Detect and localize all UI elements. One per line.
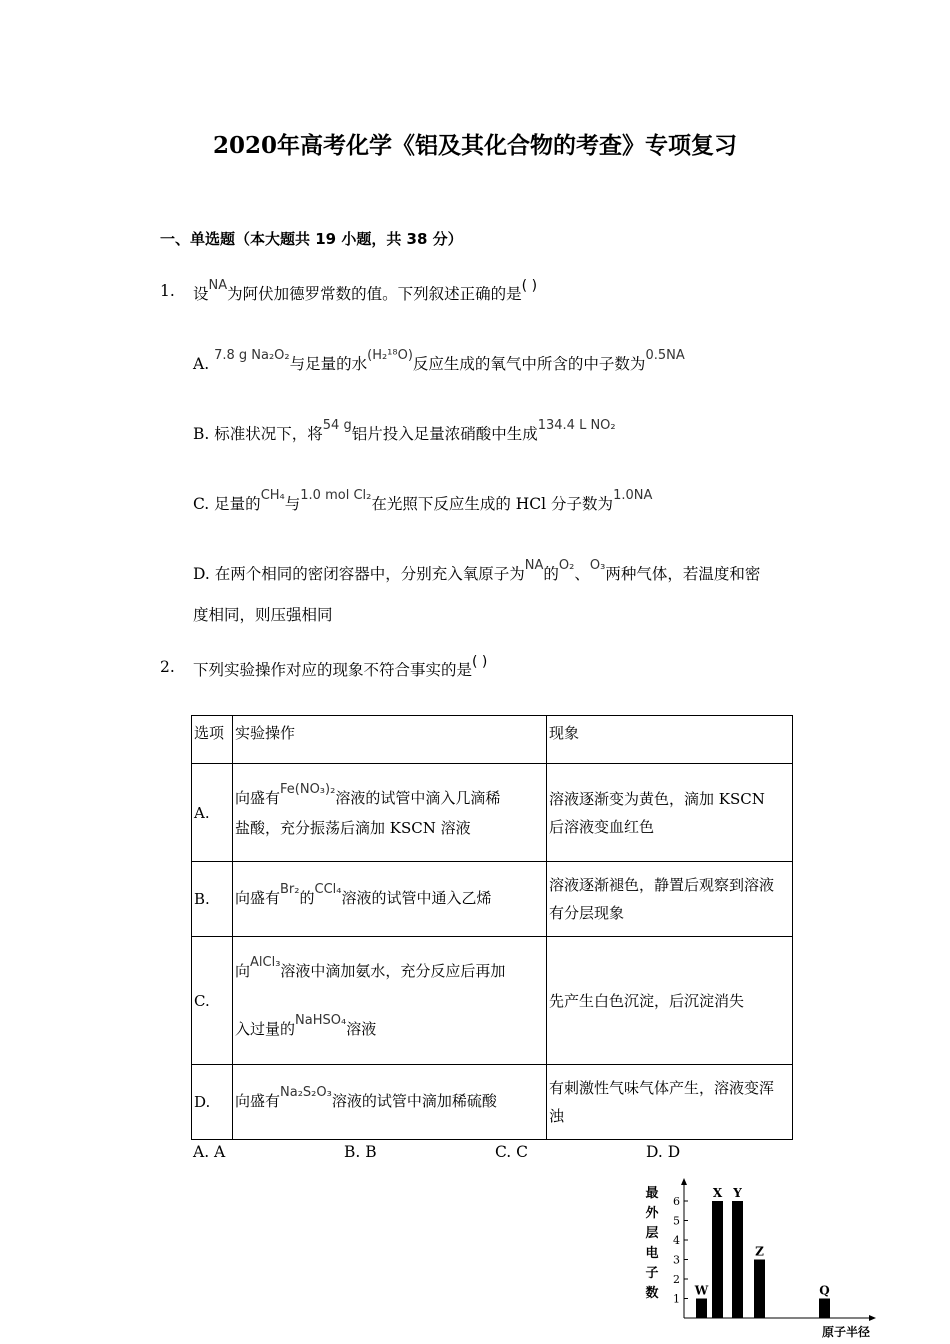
q1-option-b: B. 标准状况下，将$^{54 g}$铝片投入足量浓硝酸中生成$^{134.4 L NO_2}$ (193, 418, 616, 443)
chart-ylabel-text: 最外层电子数 (645, 1186, 659, 1301)
y-tick-label: 4 (673, 1234, 680, 1247)
y-tick-label: 6 (673, 1195, 680, 1208)
row-operation: 向盛有Na₂S₂O₃溶液的试管中滴加稀硫酸 (233, 1065, 547, 1140)
y-axis-arrow (681, 1178, 687, 1185)
q1-option-d: D. 在两个相同的密闭容器中，分别充入氧原子为$^{NA}$的$^{O_2}$、$^{O_3}$两种气体，若温度和密 (193, 558, 761, 583)
row-phenomenon: 有刺激性气味气体产生，溶液变浑 浊 (547, 1065, 793, 1140)
table-row (192, 862, 793, 937)
row-option: A. (192, 764, 233, 862)
bar-y (732, 1201, 743, 1318)
chart-xlabel: 原子半径 (821, 1325, 871, 1339)
table-row (192, 1065, 793, 1140)
row-operation: 向盛有Br₂的CCl₄溶液的试管中通入乙烯 (233, 862, 547, 937)
bar-label-x: X (712, 1186, 723, 1200)
bar-label-y: Y (733, 1186, 742, 1200)
choice-b: B. B (344, 1143, 377, 1161)
table-row (192, 764, 793, 862)
row-option: D. (192, 1065, 233, 1140)
bar-label-z: Z (755, 1244, 764, 1259)
row-operation: 向AlCl₃溶液中滴加氨水，充分反应后再加 入过量的NaHSO₄溶液 (233, 937, 547, 1065)
row-phenomenon: 溶液逐渐褪色，静置后观察到溶液 有分层现象 (547, 862, 793, 937)
y-tick-label: 2 (673, 1273, 680, 1286)
row-operation: 向盛有Fe(NO₃)₂溶液的试管中滴入几滴稀 盐酸，充分振荡后滴加 KSCN 溶液 (233, 764, 547, 862)
row-option: C. (192, 937, 233, 1065)
question-2-stem: 下列实验操作对应的现象不符合事实的是( ) (193, 654, 488, 679)
bar-label-w: W (694, 1283, 709, 1298)
choice-c: C. C (495, 1143, 529, 1161)
header-operation: 实验操作 (233, 716, 547, 764)
question-1-stem: 设$^{NA}$为阿伏加德罗常数的值。下列叙述正确的是( ) (193, 278, 538, 303)
y-tick-label: 5 (673, 1214, 680, 1228)
bar-w (696, 1299, 707, 1319)
header-phenomenon: 现象 (547, 716, 793, 764)
section-heading: 一、单选题（本大题共 19 小题，共 38 分） (160, 230, 463, 248)
bar-x (712, 1201, 723, 1318)
row-phenomenon: 先产生白色沉淀，后沉淀消失 (547, 937, 793, 1065)
table-row (192, 937, 793, 1065)
row-option: B. (192, 862, 233, 937)
choice-d: D. D (646, 1143, 681, 1161)
y-tick-label: 1 (673, 1292, 680, 1306)
bar-q (819, 1299, 830, 1319)
x-axis-arrow (869, 1315, 876, 1321)
chart-ylabel (645, 1186, 659, 1301)
electron-radius-chart (640, 1175, 885, 1344)
bar-label-q: Q (819, 1283, 830, 1298)
q1-option-a: A. $^{7.8 g Na_2O_2}$与足量的水$^{(H_2^{18}O)}$反应生成的氧气中所含的中子数为$^{0.5NA}$ (193, 348, 685, 373)
y-tick-label: 3 (673, 1253, 680, 1267)
row-phenomenon: 溶液逐渐变为黄色，滴加 KSCN 后溶液变血红色 (547, 764, 793, 862)
experiment-table (191, 715, 793, 1140)
q1-option-d-line2: 度相同，则压强相同 (193, 606, 333, 624)
page-title: 2020年高考化学《铝及其化合物的考查》专项复习 (212, 132, 737, 159)
question-1-number: 1. (160, 282, 175, 300)
header-option: 选项 (192, 716, 233, 764)
question-2-number: 2. (160, 658, 175, 676)
q1-option-c: C. 足量的$^{CH_4}$与$^{1.0 mol Cl_2}$在光照下反应生成的 HCl 分子数为$^{1.0NA}$ (193, 488, 653, 513)
table-header-row (192, 716, 793, 764)
choice-a: A. A (193, 1143, 226, 1161)
bar-z (754, 1260, 765, 1319)
